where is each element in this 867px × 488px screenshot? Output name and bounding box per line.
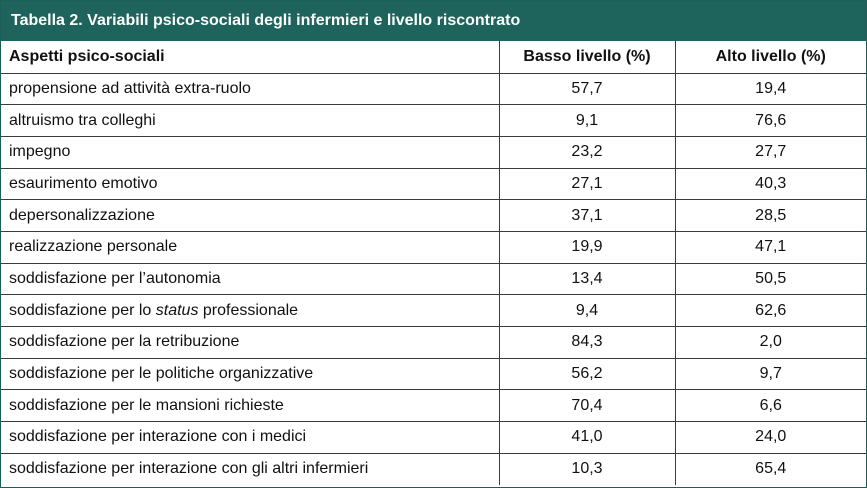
- aspect-cell: [1, 73, 499, 105]
- high-level-value: 47,1: [675, 231, 866, 263]
- header-row: [1, 41, 866, 73]
- high-level-value: 62,6: [675, 295, 866, 327]
- aspect-label: soddisfazione per lo: [9, 301, 156, 319]
- aspect-label: soddisfazione per l’autonomia: [9, 269, 221, 287]
- table-row: [1, 327, 866, 359]
- high-level-value: 65,4: [675, 453, 866, 485]
- aspect-cell: [1, 390, 499, 422]
- aspect-label: soddisfazione per le politiche organizzative: [9, 365, 314, 383]
- high-level-value: 24,0: [675, 422, 866, 454]
- aspect-label: soddisfazione per le mansioni richieste: [9, 396, 284, 414]
- table-title: Tabella 2. Variabili psico-sociali degli infermieri e livello riscontrato: [1, 1, 866, 41]
- high-level-value: 28,5: [675, 200, 866, 232]
- aspect-cell: [1, 105, 499, 137]
- low-level-value: 9,4: [499, 295, 675, 327]
- high-level-value: 19,4: [675, 73, 866, 105]
- high-level-value: 40,3: [675, 168, 866, 200]
- high-level-value: 50,5: [675, 263, 866, 295]
- aspect-cell: [1, 453, 499, 485]
- table-row: [1, 136, 866, 168]
- low-level-value: 23,2: [499, 136, 675, 168]
- aspect-label: soddisfazione per la retribuzione: [9, 333, 240, 351]
- aspect-label: altruismo tra colleghi: [9, 111, 156, 129]
- aspect-cell: [1, 168, 499, 200]
- header-low-level: Basso livello (%): [499, 41, 675, 73]
- table-row: [1, 422, 866, 454]
- aspect-cell: [1, 422, 499, 454]
- aspect-label: realizzazione personale: [9, 238, 178, 256]
- low-level-value: 37,1: [499, 200, 675, 232]
- aspect-label: propensione ad attività extra-ruolo: [9, 79, 251, 97]
- low-level-value: 57,7: [499, 73, 675, 105]
- table-row: [1, 453, 866, 485]
- table-row: [1, 263, 866, 295]
- aspect-label-suffix: professionale: [198, 301, 299, 319]
- high-level-value: 6,6: [675, 390, 866, 422]
- low-level-value: 9,1: [499, 105, 675, 137]
- table-row: [1, 295, 866, 327]
- aspect-cell: [1, 200, 499, 232]
- high-level-value: 2,0: [675, 327, 866, 359]
- aspect-cell: [1, 327, 499, 359]
- low-level-value: 19,9: [499, 231, 675, 263]
- aspect-cell: [1, 295, 499, 327]
- header-aspect: Aspetti psico-sociali: [1, 41, 499, 73]
- table-row: [1, 168, 866, 200]
- table-row: [1, 105, 866, 137]
- low-level-value: 41,0: [499, 422, 675, 454]
- table-row: [1, 390, 866, 422]
- low-level-value: 70,4: [499, 390, 675, 422]
- high-level-value: 76,6: [675, 105, 866, 137]
- low-level-value: 10,3: [499, 453, 675, 485]
- low-level-value: 84,3: [499, 327, 675, 359]
- table-row: [1, 358, 866, 390]
- low-level-value: 56,2: [499, 358, 675, 390]
- aspect-label: esaurimento emotivo: [9, 174, 158, 192]
- low-level-value: 13,4: [499, 263, 675, 295]
- aspect-label: soddisfazione per interazione con gli altri infermieri: [9, 460, 369, 478]
- aspect-cell: [1, 358, 499, 390]
- table-row: [1, 200, 866, 232]
- aspect-cell: [1, 231, 499, 263]
- header-high-level: Alto livello (%): [675, 41, 866, 73]
- aspect-label: depersonalizzazione: [9, 206, 155, 224]
- aspect-cell: [1, 263, 499, 295]
- high-level-value: 9,7: [675, 358, 866, 390]
- aspect-label: soddisfazione per interazione con i medici: [9, 428, 307, 446]
- aspect-cell: [1, 136, 499, 168]
- data-table: [1, 41, 866, 485]
- low-level-value: 27,1: [499, 168, 675, 200]
- high-level-value: 27,7: [675, 136, 866, 168]
- aspect-label: impegno: [9, 143, 71, 161]
- table-row: [1, 73, 866, 105]
- aspect-label-italic: status: [155, 301, 199, 319]
- table-row: [1, 231, 866, 263]
